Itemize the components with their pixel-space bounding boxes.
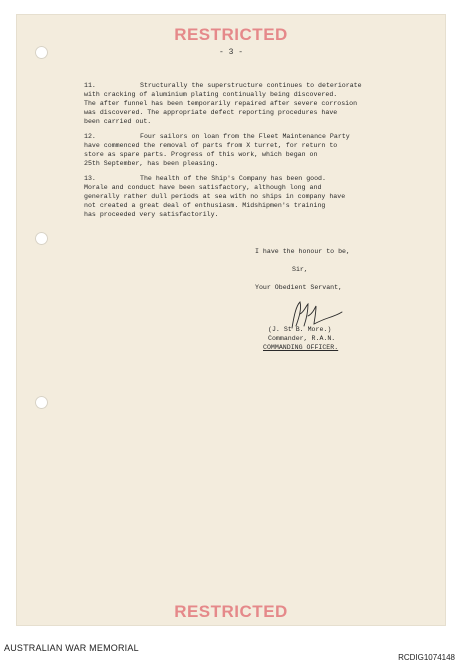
source-credit: AUSTRALIAN WAR MEMORIAL <box>4 643 139 653</box>
paragraph-line: has proceeded very satisfactorily. <box>84 210 219 218</box>
signatory-rank: Commander, R.A.N. <box>268 335 336 342</box>
paragraph-line: not created a great deal of enthusiasm. Midshipmen's training <box>84 201 326 209</box>
signatory-name: (J. St B. More.) <box>268 326 332 333</box>
paragraph-13 <box>84 175 414 220</box>
paragraph-line: The after funnel has been temporarily repaired after severe corrosion <box>84 99 358 107</box>
closing-honour: I have the honour to be, <box>255 248 350 255</box>
signatory-title: COMMANDING OFFICER. <box>263 344 339 351</box>
paragraph-number: 12. <box>84 133 96 140</box>
paragraph-line: been carried out. <box>84 117 152 125</box>
punch-hole <box>35 232 48 245</box>
paragraph-line: 12. Four sailors on loan from the Fleet Maintenance Party <box>84 133 350 140</box>
reference-id: RCDIG1074148 <box>398 653 455 662</box>
paragraph-line: with cracking of aluminium plating continually being discovered. <box>84 90 338 98</box>
paragraph-line: have commenced the removal of parts from X turret, for return to <box>84 141 338 149</box>
page-number: - 3 - <box>218 48 243 57</box>
paragraph-line: 11. Structurally the superstructure continues to deteriorate <box>84 82 362 89</box>
paragraph-line: generally rather dull periods at sea with no ships in company have <box>84 192 346 200</box>
closing-servant: Your Obedient Servant, <box>255 284 343 291</box>
paragraph-line: 13. The health of the Ship's Company has been good. <box>84 175 326 182</box>
paragraph-number: 11. <box>84 82 96 89</box>
paragraph-line: store as spare parts. Progress of this work, which began on <box>84 150 318 158</box>
closing-salutation: Sir, <box>292 266 308 273</box>
paragraph-line: 25th September, has been pleasing. <box>84 159 219 167</box>
restricted-stamp-bottom: RESTRICTED <box>174 602 288 621</box>
paragraph-12 <box>84 133 414 169</box>
paragraph-11 <box>84 82 414 127</box>
paragraph-line: Morale and conduct have been satisfactory, although long and <box>84 183 322 191</box>
paragraph-line: was discovered. The appropriate defect reporting procedures have <box>84 108 338 116</box>
restricted-stamp-top: RESTRICTED <box>174 25 288 44</box>
paragraph-number: 13. <box>84 175 96 182</box>
document-page <box>16 14 446 626</box>
handwritten-signature <box>284 296 344 332</box>
punch-hole <box>35 396 48 409</box>
